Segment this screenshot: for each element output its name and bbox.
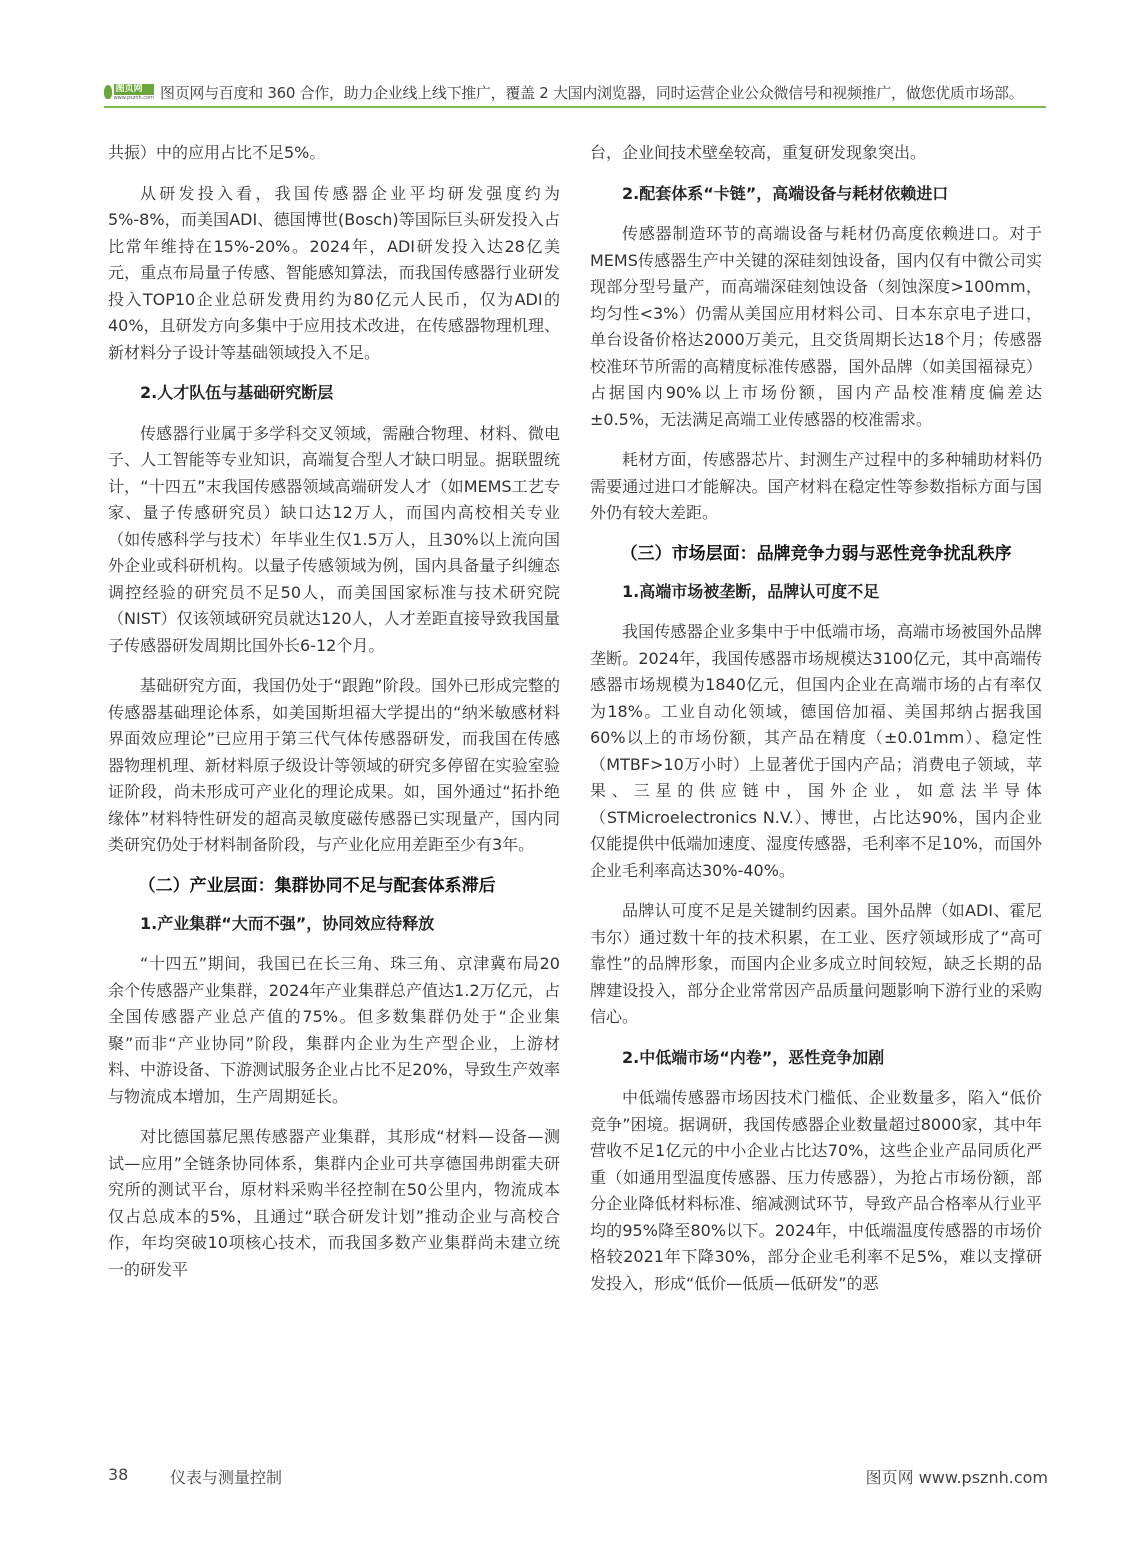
left-column — [108, 140, 560, 1297]
header-divider — [104, 106, 1046, 108]
paragraph: 我国传感器企业多集中于中低端市场，高端市场被国外品牌垄断。2024年，我国传感器市场规模达3100亿元，其中高端传感器市场规模为1840亿元，但国内企业在高端市场的占有率仅为18%。工业自动化领域，德国倍加福、美国邦纳占据我国60%以上的市场份额，其产品在精度（±0.01mm）、稳定性（MTBF>10万小时）上显著优于国内产品；消费电子领域，苹果、三星的供应链中，国外企业，如意法半导体（STMicroelectronics N.V.）、博世，占比达90%，国内企业仅能提供中低端加速度、湿度传感器，毛利率不足10%，而国外企业毛利率高达30%-40%。 — [590, 622, 1042, 880]
logo-name: 图页网 — [114, 84, 154, 95]
journal-name: 仪表与测量控制 — [170, 1468, 283, 1487]
subsection-heading: 2.人才队伍与基础研究断层 — [140, 383, 334, 402]
paragraph: 品牌认可度不足是关键制约因素。国外品牌（如ADI、霍尼韦尔）通过数十年的技术积累，在工业、医疗领域形成了“高可靠性”的品牌形象，而国内企业多成立时间较短，缺乏长期的品牌建设投入，部分企业常常因产品质量问题影响下游行业的采购信心。 — [590, 901, 1042, 1026]
footer-site-link[interactable]: 图页网 www.psznh.com — [865, 1468, 1048, 1487]
paragraph: 耗材方面，传感器芯片、封测生产过程中的多种辅助材料仍需要通过进口才能解决。国产材料在稳定性等参数指标方面与国外仍有较大差距。 — [590, 450, 1042, 522]
paragraph: 基础研究方面，我国仍处于“跟跑”阶段。国外已形成完整的传感器基础理论体系，如美国斯坦福大学提出的“纳米敏感材料界面效应理论”已应用于第三代气体传感器研发，而我国在传感器物理机理、新材料原子级设计等领域的研究多停留在实验室验证阶段，尚未形成可产业化的理论成果。如，国外通过“拓扑绝缘体”材料特性研发的超高灵敏度磁传感器已实现量产，国内同类研究仍处于材料制备阶段，与产业化应用差距至少有3年。 — [108, 676, 560, 854]
paragraph: 中低端传感器市场因技术门槛低、企业数量多，陷入“低价竞争”困境。据调研，我国传感器企业数量超过8000家，其中年营收不足1亿元的中小企业占比达70%，这些企业产品同质化严重（如通用型温度传感器、压力传感器），为抢占市场份额，部分企业降低材料标准、缩减测试环节，导致产品合格率从行业平均的95%降至80%以下。2024年，中低端温度传感器的市场价格较2021年下降30%，部分企业毛利率不足5%，难以支撑研发投入，形成“低价—低质—低研发”的恶 — [590, 1088, 1042, 1293]
paragraph: 传感器制造环节的高端设备与耗材仍高度依赖进口。对于MEMS传感器生产中关键的深硅刻蚀设备，国内仅有中微公司实现部分型号量产，而高端深硅刻蚀设备（刻蚀深度>100mm，均匀性<3%）仍需从美国应用材料公司、日本东京电子进口，单台设备价格达2000万美元，且交货周期长达18个月；传感器校准环节所需的高精度标准传感器，国外品牌（如美国福禄克）占据国内90%以上市场份额，国内产品校准精度偏差达±0.5%，无法满足高端工业传感器的校准需求。 — [590, 224, 1042, 429]
logo-leaf-icon — [104, 85, 112, 99]
logo-url: www.psznh.com — [113, 94, 154, 101]
subsection-heading: 1.产业集群“大而不强”，协同效应待释放 — [140, 913, 435, 933]
page-number: 38 — [108, 1465, 129, 1484]
subsection-heading: 2.中低端市场“内卷”，恶性竞争加剧 — [622, 1047, 885, 1067]
page-header — [104, 80, 1046, 104]
paragraph: 对比德国慕尼黑传感器产业集群，其形成“材料—设备—测试—应用”全链条协同体系，集群内企业可共享德国弗朗霍夫研究所的测试平台，原材料采购半径控制在50公里内，物流成本仅占总成本的5%，且通过“联合研发计划”推动企业与高校合作，年均突破10项核心技术，而我国多数产业集群尚未建立统一的研发平 — [108, 1127, 560, 1279]
page-footer — [108, 1465, 1048, 1489]
paragraph: “十四五”期间，我国已在长三角、珠三角、京津冀布局20余个传感器产业集群，2024年产业集群总产值达1.2万亿元，占全国传感器产业总产值的75%。但多数集群仍处于“企业集聚”而非“产业协同”阶段，集群内企业为生产型企业，上游材料、中游设备、下游测试服务企业占比不足20%，导致生产效率与物流成本增加，生产周期延长。 — [108, 954, 560, 1106]
paragraph: 台，企业间技术壁垒较高，重复研发现象突出。 — [590, 143, 927, 162]
subsection-heading: 2.配套体系“卡链”，高端设备与耗材依赖进口 — [622, 183, 949, 203]
subsection-heading: 1.高端市场被垄断，品牌认可度不足 — [622, 581, 880, 601]
section-heading: （三）市场层面：品牌竞争力弱与恶性竞争扰乱秩序 — [620, 543, 1012, 564]
paragraph: 从研发投入看，我国传感器企业平均研发强度约为5%-8%，而美国ADI、德国博世(Bosch)等国际巨头研发投入占比常年维持在15%-20%。2024年，ADI研发投入达28亿美元，重点布局量子传感、智能感知算法，而我国传感器行业研发投入TOP10企业总研发费用约为80亿元人民币，仅为ADI的40%，且研发方向多集中于应用技术改进，在传感器物理机理、新材料分子设计等基础领域投入不足。 — [108, 183, 560, 362]
paragraph: 共振）中的应用占比不足5%。 — [108, 143, 326, 162]
header-banner-text: 图页网与百度和 360 合作，助力企业线上线下推广，覆盖 2 大国内浏览器，同时运营企业公众微信号和视频推广，做您优质市场部。 — [160, 83, 1024, 102]
right-column — [590, 140, 1042, 1311]
paragraph: 传感器行业属于多学科交叉领域，需融合物理、材料、微电子、人工智能等专业知识，高端复合型人才缺口明显。据联盟统计，“十四五”末我国传感器领域高端研发人才（如MEMS工艺专家、量子传感研究员）缺口达12万人，而国内高校相关专业（如传感科学与技术）年毕业生仅1.5万人，且30%以上流向国外企业或科研机构。以量子传感领域为例，国内具备量子纠缠态调控经验的研究员不足50人，而美国国家标准与技术研究院（NIST）仅该领域研究员就达120人，人才差距直接导致我国量子传感器研发周期比国外长6-12个月。 — [108, 423, 560, 655]
section-heading: （二）产业层面：集群协同不足与配套体系滞后 — [138, 875, 496, 896]
site-logo[interactable] — [104, 82, 154, 102]
